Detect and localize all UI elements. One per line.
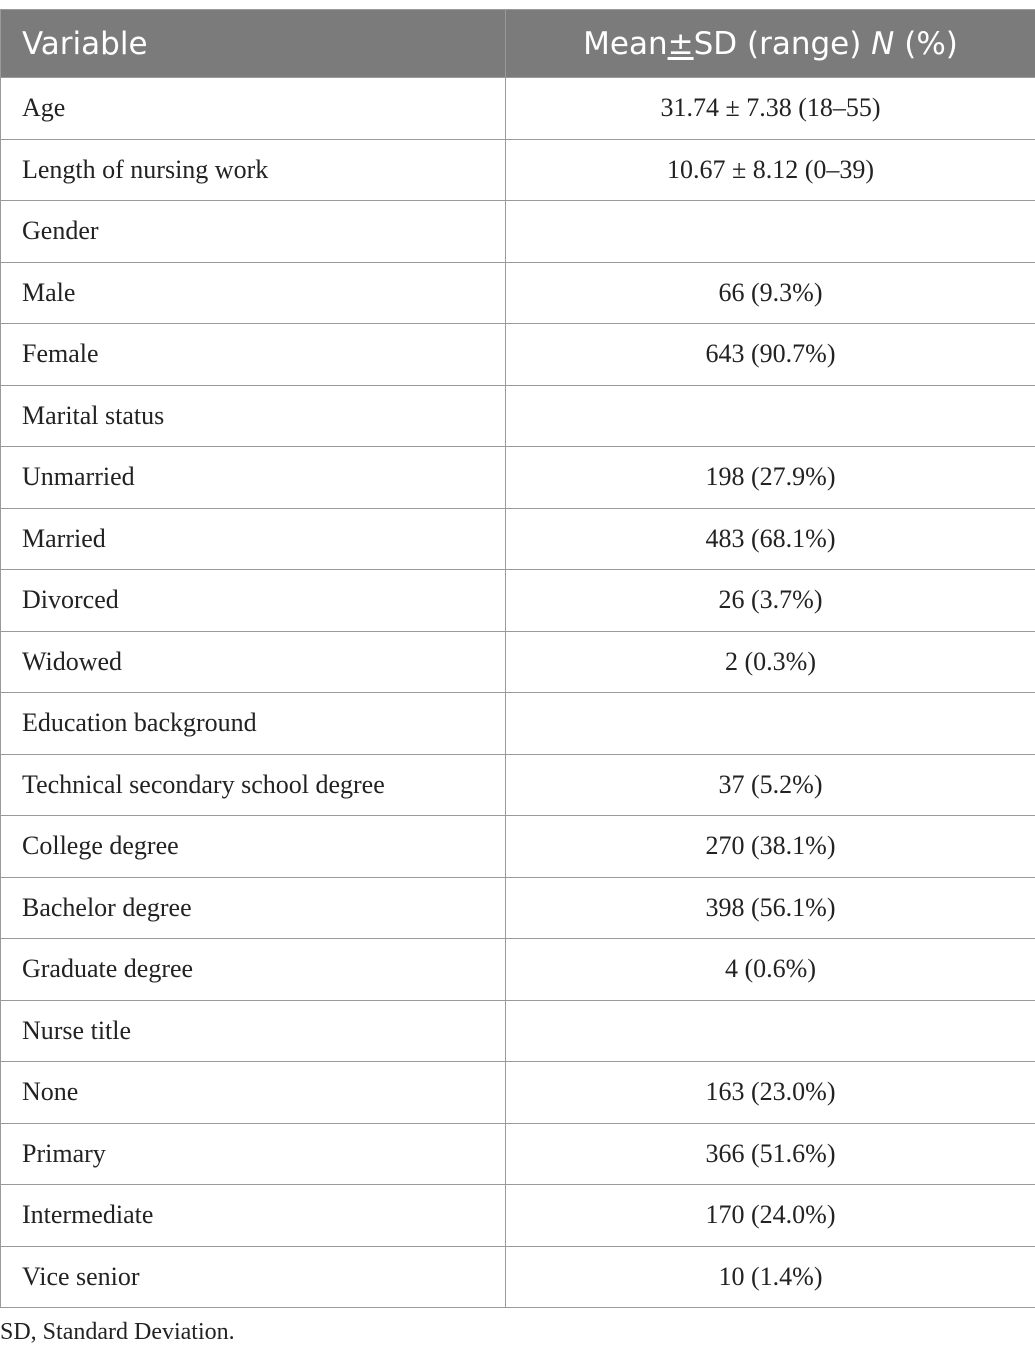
- table-row: [1, 447, 1035, 509]
- table-row: [1, 201, 1035, 263]
- table-row: [1, 385, 1035, 447]
- row-value: 270 (38.1%): [506, 816, 1035, 878]
- row-value: 10.67 ± 8.12 (0–39): [506, 139, 1035, 201]
- row-label: Education background: [1, 693, 506, 755]
- row-label: Bachelor degree: [1, 877, 506, 939]
- row-value: 37 (5.2%): [506, 754, 1035, 816]
- row-label: Gender: [1, 201, 506, 263]
- table-row: [1, 693, 1035, 755]
- row-value: 483 (68.1%): [506, 508, 1035, 570]
- table-row: [1, 1185, 1035, 1247]
- table-header: [1, 10, 1035, 78]
- table-row: [1, 877, 1035, 939]
- table-row: [1, 139, 1035, 201]
- row-label: Graduate degree: [1, 939, 506, 1001]
- row-label: Primary: [1, 1123, 506, 1185]
- table-row: [1, 939, 1035, 1001]
- table-footnote: SD, Standard Deviation.: [0, 1319, 235, 1345]
- table-row: [1, 324, 1035, 386]
- row-label: Unmarried: [1, 447, 506, 509]
- header-plus-minus: ±: [667, 25, 694, 62]
- row-value: 398 (56.1%): [506, 877, 1035, 939]
- row-label: College degree: [1, 816, 506, 878]
- row-label: Married: [1, 508, 506, 570]
- table-row: [1, 262, 1035, 324]
- row-value: 31.74 ± 7.38 (18–55): [506, 78, 1035, 140]
- row-label: Widowed: [1, 631, 506, 693]
- table-row: [1, 1000, 1035, 1062]
- table-row: [1, 570, 1035, 632]
- header-variable: Variable: [1, 10, 506, 78]
- row-label: Vice senior: [1, 1246, 506, 1308]
- header-mean-text: Mean: [583, 25, 668, 62]
- row-label: Female: [1, 324, 506, 386]
- table-row: [1, 631, 1035, 693]
- row-value: 198 (27.9%): [506, 447, 1035, 509]
- row-value: [506, 693, 1035, 755]
- row-value: 4 (0.6%): [506, 939, 1035, 1001]
- table-row: [1, 78, 1035, 140]
- row-label: Nurse title: [1, 1000, 506, 1062]
- row-value: 66 (9.3%): [506, 262, 1035, 324]
- row-value: 163 (23.0%): [506, 1062, 1035, 1124]
- row-label: None: [1, 1062, 506, 1124]
- header-mean-sd: [506, 10, 1035, 78]
- table-row: [1, 1062, 1035, 1124]
- row-label: Divorced: [1, 570, 506, 632]
- row-label: Age: [1, 78, 506, 140]
- row-label: Technical secondary school degree: [1, 754, 506, 816]
- row-value: 26 (3.7%): [506, 570, 1035, 632]
- row-value: 2 (0.3%): [506, 631, 1035, 693]
- row-label: Length of nursing work: [1, 139, 506, 201]
- row-label: Intermediate: [1, 1185, 506, 1247]
- row-label: Marital status: [1, 385, 506, 447]
- table-row: [1, 816, 1035, 878]
- row-label: Male: [1, 262, 506, 324]
- row-value: 643 (90.7%): [506, 324, 1035, 386]
- row-value: 366 (51.6%): [506, 1123, 1035, 1185]
- row-value: 10 (1.4%): [506, 1246, 1035, 1308]
- row-value: [506, 1000, 1035, 1062]
- header-n-text: N: [871, 25, 895, 62]
- header-sd-range-text: SD (range): [693, 25, 872, 62]
- table-row: [1, 1123, 1035, 1185]
- row-value: 170 (24.0%): [506, 1185, 1035, 1247]
- table-row: [1, 508, 1035, 570]
- table-row: [1, 754, 1035, 816]
- row-value: [506, 385, 1035, 447]
- table-row: [1, 1246, 1035, 1308]
- demographics-table: [0, 9, 1035, 1308]
- header-row: [1, 10, 1035, 78]
- header-percent-text: (%): [894, 25, 958, 62]
- table-body: [1, 78, 1035, 1308]
- row-value: [506, 201, 1035, 263]
